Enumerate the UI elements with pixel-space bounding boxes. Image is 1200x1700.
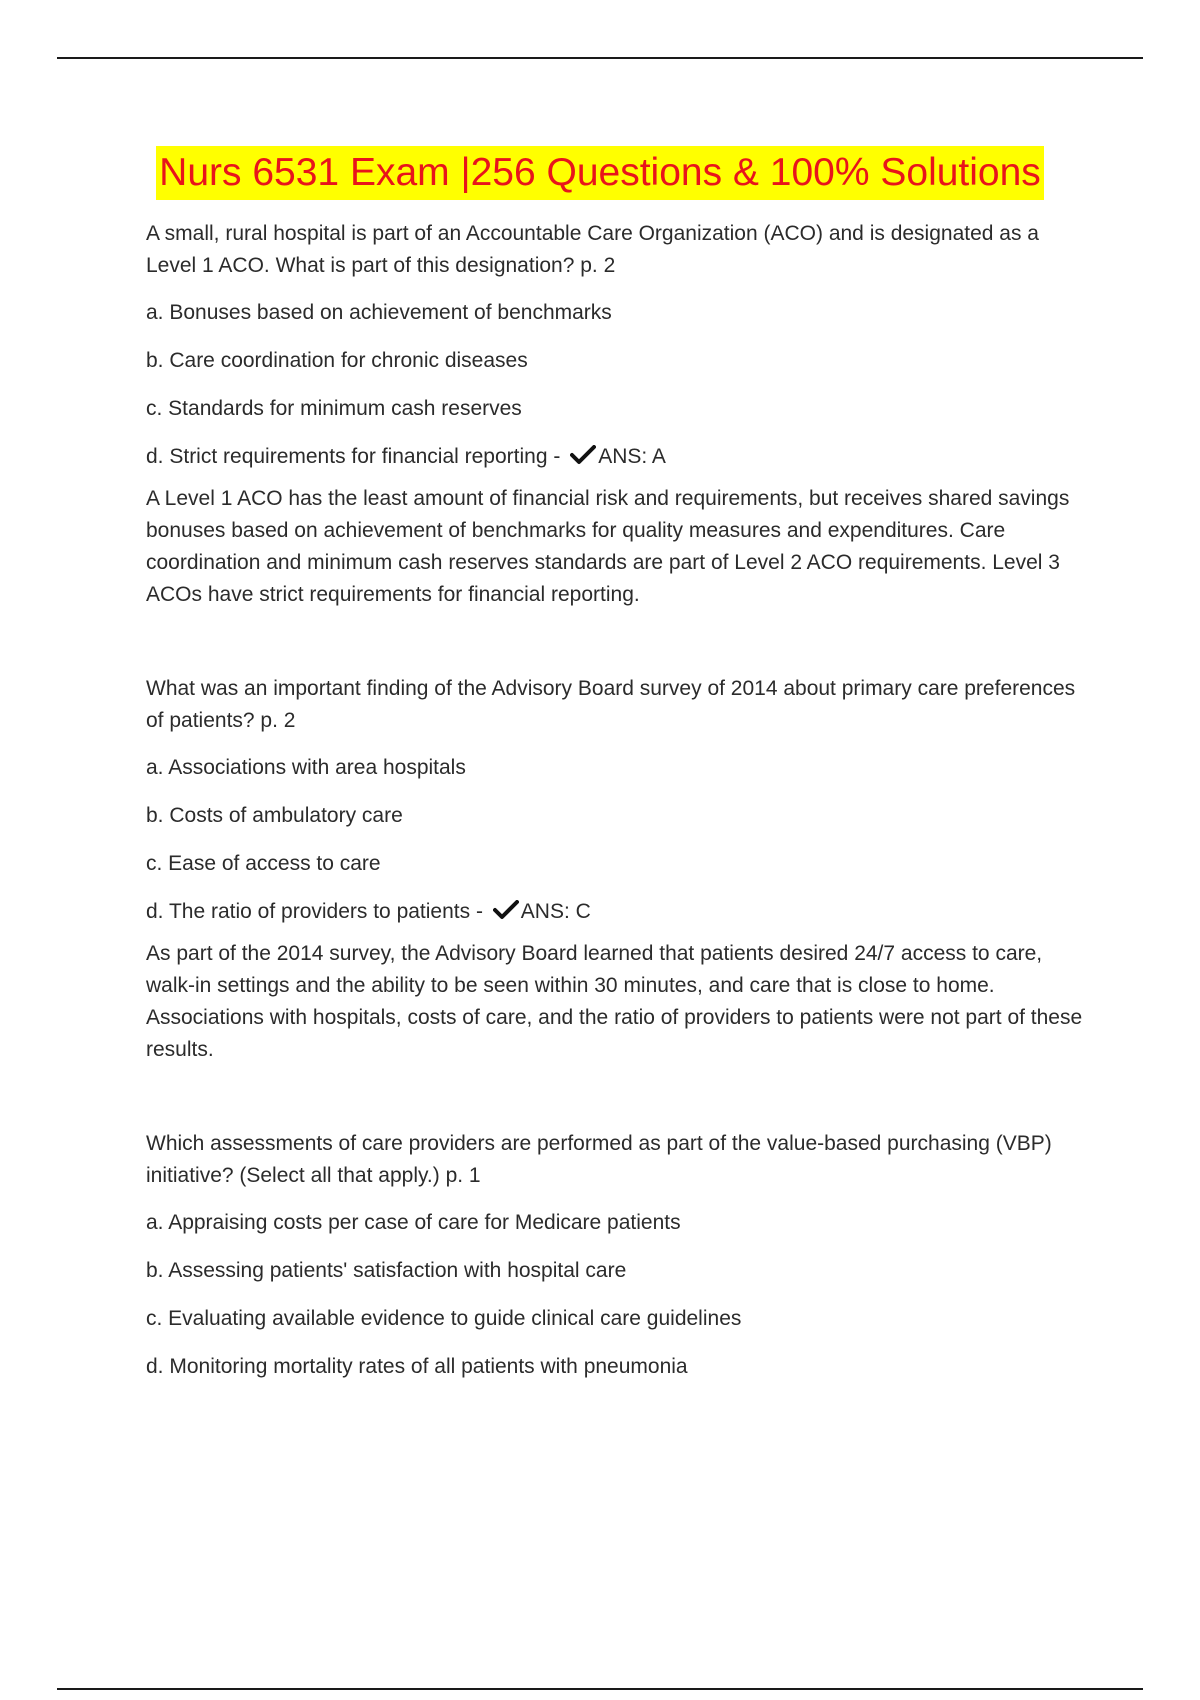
option-c: c. Standards for minimum cash reserves bbox=[146, 397, 522, 420]
option-a: a. Bonuses based on achievement of benchmarks bbox=[146, 301, 612, 324]
option-b: b. Costs of ambulatory care bbox=[146, 804, 403, 827]
option-d: d. Strict requirements for financial reporting - bbox=[146, 445, 567, 468]
answer-rationale: As part of the 2014 survey, the Advisory Board learned that patients desired 24/7 access to care, walk-in settings and the ability to be seen within 30 minutes, and care that is close to home. Associations with hospitals, costs of care, and the ratio of providers to patients were not part of these results. bbox=[146, 942, 1083, 1061]
check-icon bbox=[570, 445, 596, 465]
option-c: c. Evaluating available evidence to guide clinical care guidelines bbox=[146, 1307, 742, 1330]
question-1 bbox=[146, 218, 1090, 611]
option-d: d. The ratio of providers to patients - bbox=[146, 900, 489, 923]
question-3 bbox=[146, 1128, 1090, 1383]
option-b: b. Assessing patients' satisfaction with hospital care bbox=[146, 1259, 627, 1282]
question-stem: What was an important finding of the Advisory Board survey of 2014 about primary care preferences of patients? p. 2 bbox=[146, 677, 1076, 732]
question-2 bbox=[146, 673, 1090, 1066]
spacer bbox=[146, 1066, 1090, 1128]
question-stem: Which assessments of care providers are performed as part of the value-based purchasing (VBP) initiative? (Select all that apply.) p. 1 bbox=[146, 1132, 1052, 1187]
answer-label: ANS: C bbox=[520, 900, 591, 923]
option-d-with-answer bbox=[146, 441, 1090, 473]
option-a: a. Appraising costs per case of care for Medicare patients bbox=[146, 1211, 681, 1234]
spacer bbox=[146, 611, 1090, 673]
check-icon bbox=[493, 900, 519, 920]
answer-label: ANS: A bbox=[598, 445, 666, 468]
question-stem: A small, rural hospital is part of an Accountable Care Organization (ACO) and is designated as a Level 1 ACO. What is part of this designation? p. 2 bbox=[146, 222, 1039, 277]
option-a: a. Associations with area hospitals bbox=[146, 756, 466, 779]
document-body bbox=[146, 218, 1090, 1399]
top-rule bbox=[57, 57, 1143, 59]
option-b: b. Care coordination for chronic diseases bbox=[146, 349, 528, 372]
option-d-with-answer bbox=[146, 896, 1090, 928]
title-container bbox=[0, 146, 1200, 200]
option-d: d. Monitoring mortality rates of all patients with pneumonia bbox=[146, 1355, 688, 1378]
option-c: c. Ease of access to care bbox=[146, 852, 381, 875]
answer-rationale: A Level 1 ACO has the least amount of financial risk and requirements, but receives shared savings bonuses based on achievement of benchmarks for quality measures and expenditures. Care coordination and minimum cash reserves standards are part of Level 2 ACO requirements. Level 3 ACOs have strict requirements for financial reporting. bbox=[146, 487, 1070, 606]
page-title: Nurs 6531 Exam |256 Questions & 100% Solutions bbox=[156, 146, 1044, 200]
bottom-rule bbox=[57, 1688, 1143, 1690]
